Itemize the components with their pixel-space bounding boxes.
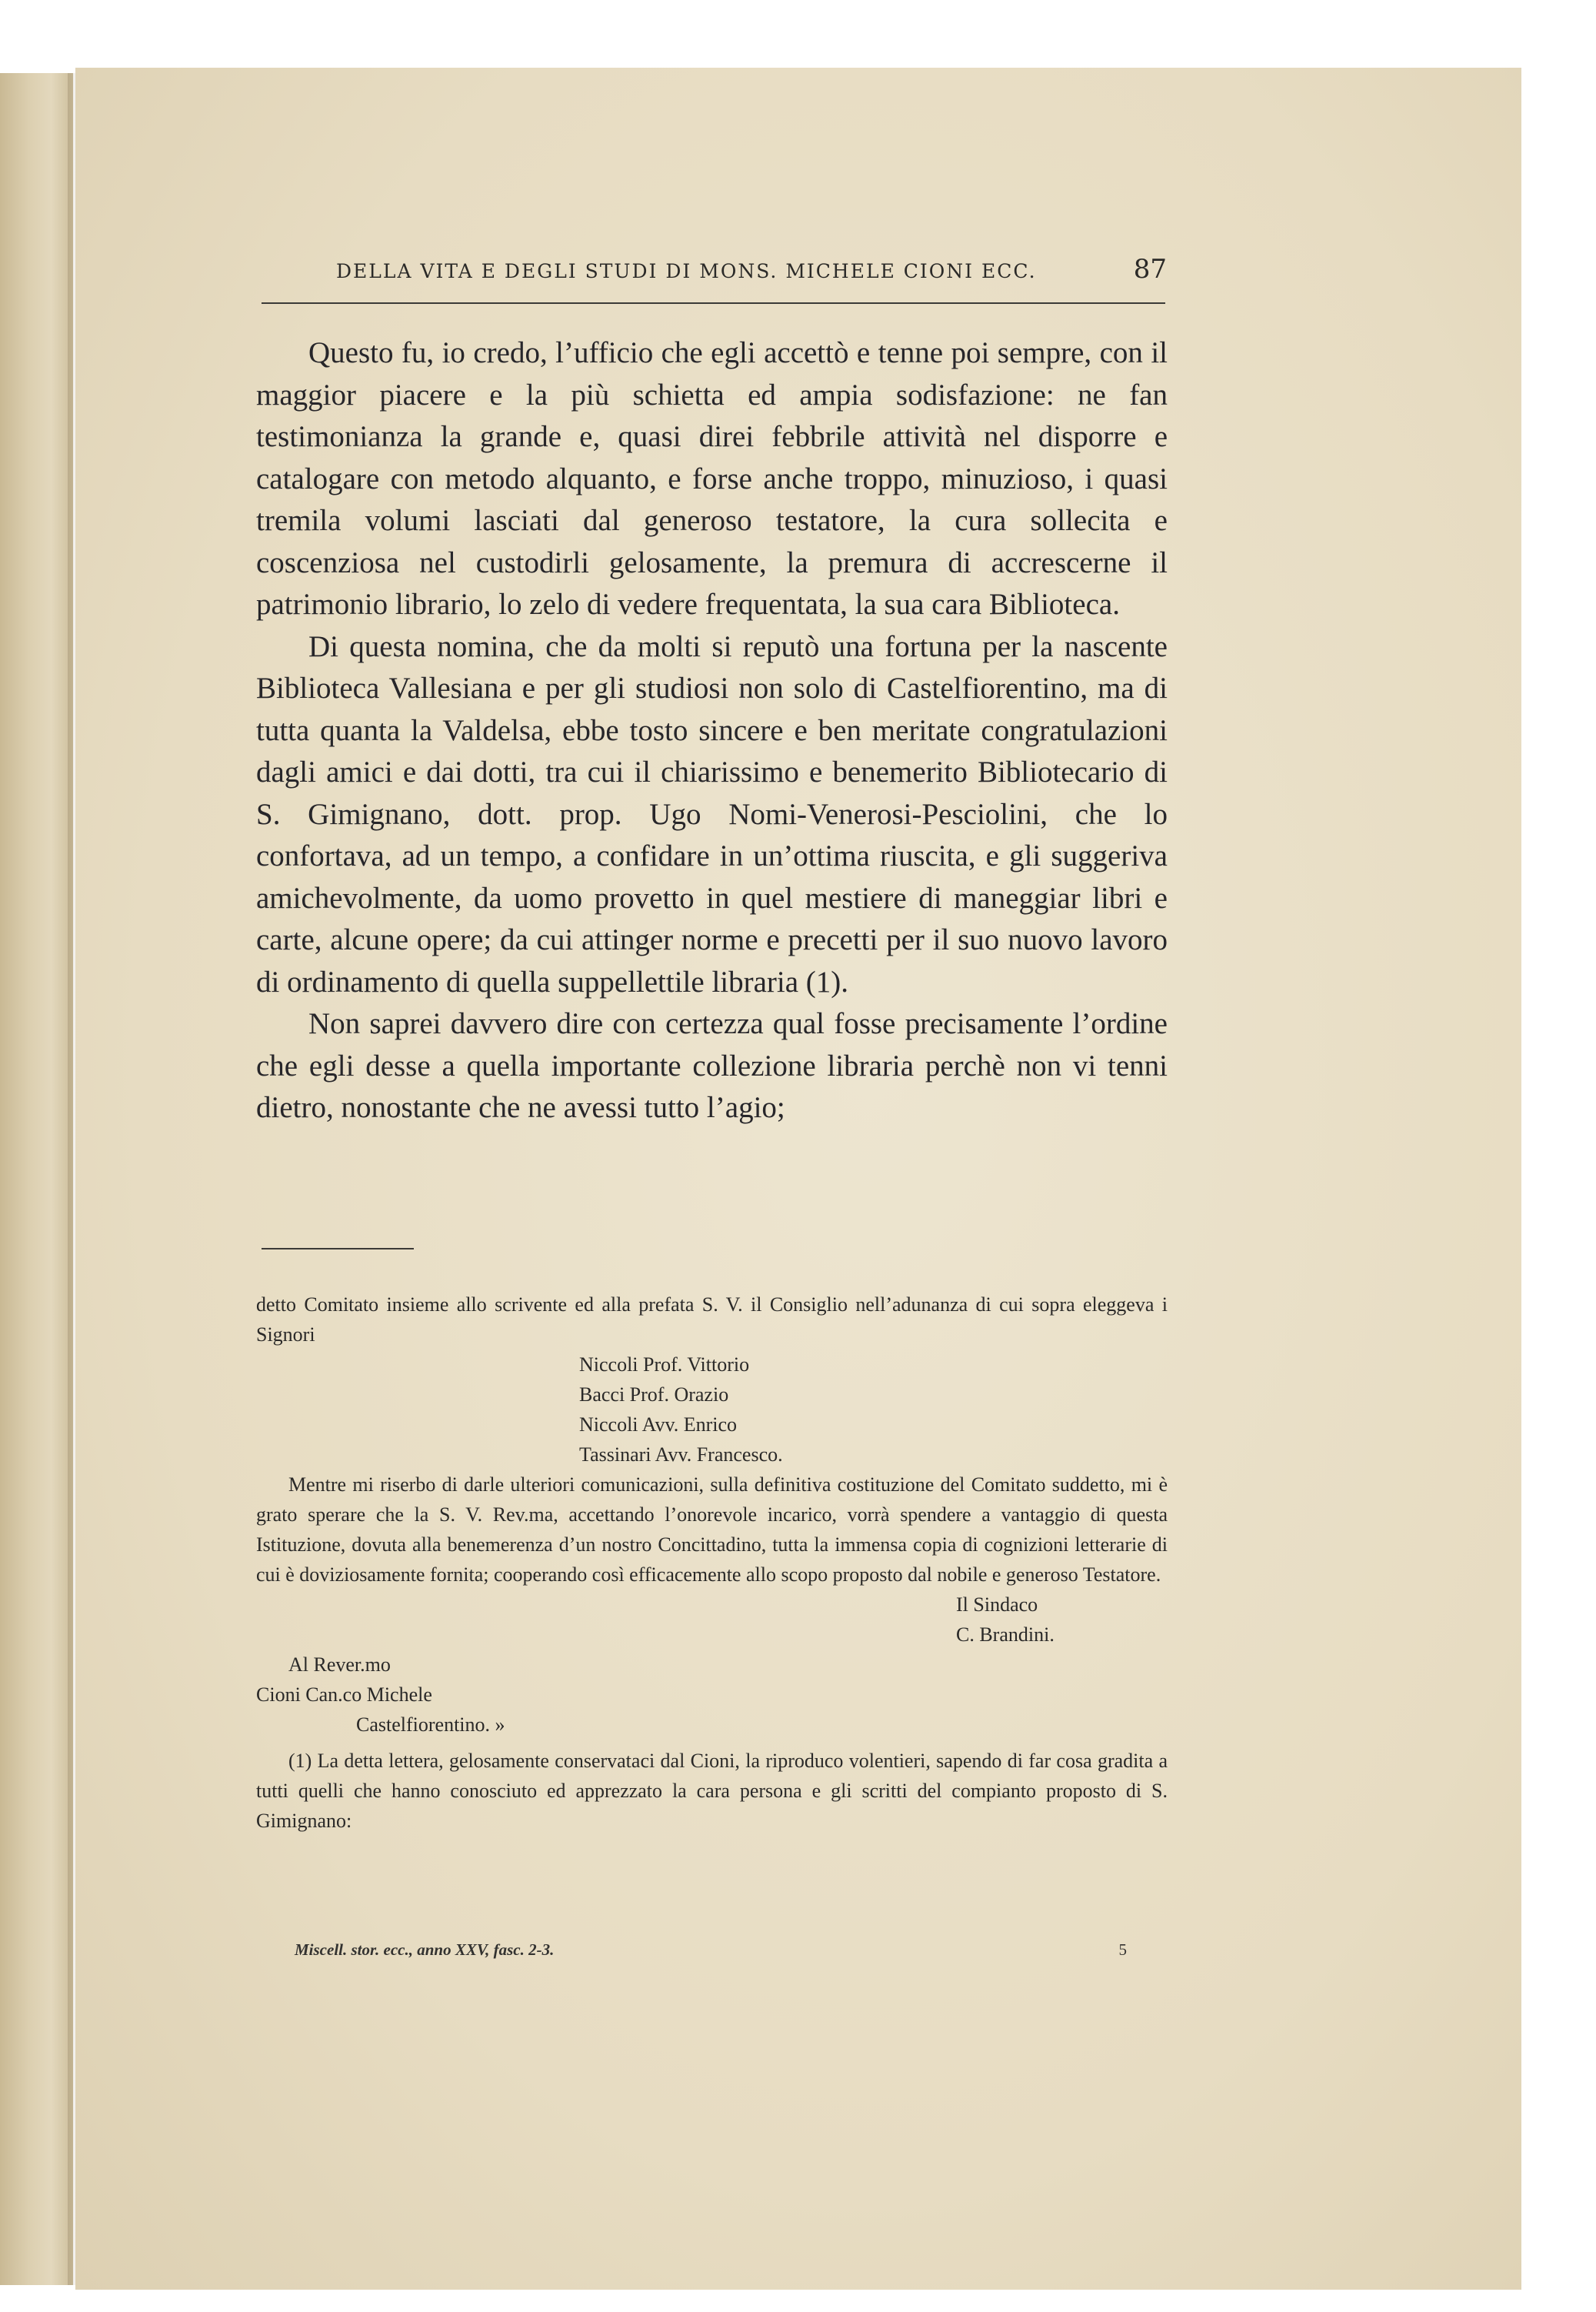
main-text (256, 332, 1168, 1129)
signature-mark: 5 (1118, 1940, 1127, 1959)
journal-reference: Miscell. stor. ecc., anno XXV, fasc. 2-3. (295, 1940, 555, 1959)
name-item: Niccoli Avv. Enrico (579, 1413, 738, 1436)
addressee-line: Cioni Can.co Michele (256, 1683, 432, 1706)
footnote: (1) La detta lettera, gelosamente conservataci dal Cioni, la riproduco volentieri, sapendo di far cosa gradita a tutti quelli che hanno conosciuto ed apprezzato la cara persona e gli scritti del compianto proposto di S. Gimignano: (256, 1750, 1168, 1832)
addressee-block (256, 1650, 1168, 1740)
paragraph: Questo fu, io credo, l’ufficio che egli accettò e tenne poi sempre, con il maggior piacere e la più schietta ed ampia sodisfazione: ne fan testimonianza la grande e, quasi direi febbrile attività nel disporre e catalogare con metodo alquanto, e forse anche troppo, minuzioso, i quasi tremila volumi lasciati dal generoso testatore, la cura sollecita e coscenziosa nel custodirli gelosamente, la premura di accrescerne il patrimonio librario, lo zelo di vedere frequentata, la sua cara Biblioteca. (256, 336, 1168, 621)
paragraph: Non saprei davvero dire con certezza qual fosse precisamente l’ordine che egli desse a quella importante collezione libraria perchè non vi tenni dietro, nonostante che ne avessi tutto l’agio; (256, 1007, 1168, 1124)
paragraph: Di questa nomina, che da molti si reputò una fortuna per la nascente Biblioteca Vallesiana e per gli studiosi non solo di Castelfiorentino, ma di tutta quanta la Valdelsa, ebbe tosto sincere e ben meritate congratulazioni dagli amici e dai dotti, tra cui il chiarissimo e benemerito Bibliotecario di S. Gimignano, dott. prop. Ugo Nomi-Venerosi-Pesciolini, che lo confortava, ad un tempo, a confidare in un’ottima riuscita, e gli suggeriva amichevolmente, da uomo provetto in quel mestiere di maneggiar libri e carte, alcune opere; da cui attinger norme e precetti per il suo nuovo lavoro di ordinamento di quella suppellettile libraria (1). (256, 629, 1168, 999)
footnotes-block (256, 1289, 1168, 1836)
name-item: Bacci Prof. Orazio (579, 1383, 729, 1406)
running-title: DELLA VITA E DEGLI STUDI DI MONS. MICHELE CIONI ECC. (336, 260, 1037, 282)
page-footer (295, 1940, 1127, 1960)
addressee-line: Al Rever.mo (288, 1653, 391, 1676)
name-item: Niccoli Prof. Vittorio (579, 1353, 750, 1376)
footnote-separator (262, 1248, 414, 1249)
note-continuation: detto Comitato insieme allo scrivente ed alla prefata S. V. il Consiglio nell’adunanza di cui sopra eleggeva i Signori (256, 1293, 1168, 1346)
signature-block (956, 1590, 1168, 1650)
addressee-line: Castelfiorentino. » (356, 1713, 505, 1736)
running-header (336, 254, 1167, 285)
names-list (579, 1350, 1168, 1470)
name-item: Tassinari Avv. Francesco. (579, 1443, 783, 1466)
signature-line: C. Brandini. (956, 1623, 1055, 1646)
binding-edge (0, 73, 73, 2285)
letter-text: Mentre mi riserbo di darle ulteriori comunicazioni, sulla definitiva costituzione del Comitato suddetto, mi è grato sperare che la S. V. Rev.ma, accettando l’onorevole incarico, vorrà spendere a vantaggio di questa Istituzione, dovuta alla benemerenza d’un nostro Concittadino, tutta la immensa copia di cognizioni letterarie di cui è doviziosamente fornita; cooperando così efficacemente allo scopo proposto dal nobile e generoso Testatore. (256, 1473, 1168, 1586)
header-rule (262, 302, 1165, 304)
signature-line: Il Sindaco (956, 1593, 1038, 1616)
page-number: 87 (1133, 254, 1167, 285)
